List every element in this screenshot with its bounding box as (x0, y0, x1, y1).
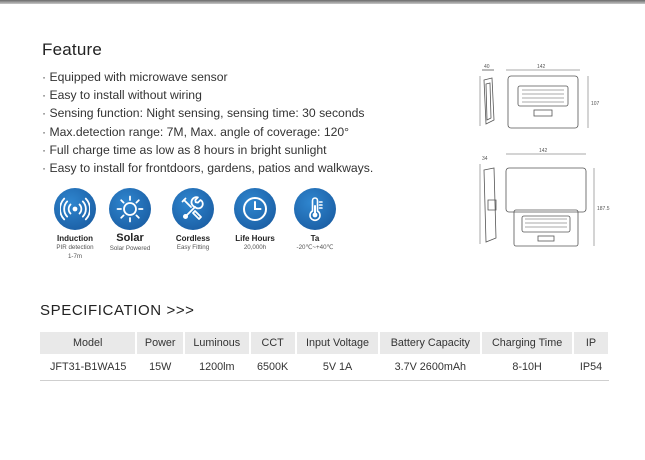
icon-title: Cordless (175, 234, 211, 243)
specification-table (40, 332, 610, 381)
column-header: IP (573, 332, 609, 354)
side-view-bottom (480, 164, 496, 244)
column-header: Battery Capacity (379, 332, 481, 354)
feature-icons-row (40, 188, 350, 268)
dimension-label: 107 (591, 101, 600, 107)
icon-title: Induction (57, 234, 93, 243)
feature-item: · Equipped with microwave sensor (42, 68, 373, 86)
icon-subtitle: Easy Fitting (176, 244, 210, 251)
column-header: Input Voltage (296, 332, 380, 354)
side-view-top (480, 70, 494, 126)
table-header-row (40, 332, 609, 354)
feature-item: · Max.detection range: 7M, Max. angle of coverage: 120° (42, 123, 373, 141)
dimension-label: 142 (537, 64, 546, 70)
feature-list (42, 68, 373, 177)
icon-subtitle: PIR detection (56, 244, 94, 251)
table-cell: 1200lm (184, 354, 250, 381)
column-header: Model (40, 332, 136, 354)
icon-item-ta (280, 188, 350, 252)
table-cell: JFT31-B1WA15 (40, 354, 136, 381)
top-divider-bar (0, 0, 645, 4)
icon-title: Life Hours (235, 234, 275, 243)
thermometer-icon (294, 188, 336, 230)
column-header: Luminous (184, 332, 250, 354)
table-cell: 6500K (250, 354, 296, 381)
feature-item: · Sensing function: Night sensing, sensing time: 30 seconds (42, 104, 373, 122)
table-cell: 3.7V 2600mAh (379, 354, 481, 381)
dimension-label: 142 (539, 148, 548, 154)
table-cell: 15W (136, 354, 184, 381)
column-header: Power (136, 332, 184, 354)
table-cell: 5V 1A (296, 354, 380, 381)
column-header: CCT (250, 332, 296, 354)
specification-heading: SPECIFICATION >>> (40, 302, 195, 319)
table-cell: IP54 (573, 354, 609, 381)
icon-subtitle: -20℃~+40℃ (296, 244, 334, 251)
dimension-label: 40 (484, 64, 490, 70)
feature-item: · Easy to install without wiring (42, 86, 373, 104)
icon-subtitle: Solar Powered (109, 245, 151, 252)
wrench-screwdriver-icon (172, 188, 214, 230)
clock-icon (234, 188, 276, 230)
icon-item-solar (95, 188, 165, 253)
front-view-top (506, 70, 588, 128)
feature-item: · Full charge time as low as 8 hours in bright sunlight (42, 141, 373, 159)
feature-item: · Easy to install for frontdoors, gardens, patios and walkways. (42, 159, 373, 177)
wireless-signal-icon (54, 188, 96, 230)
table-cell: 8-10H (481, 354, 573, 381)
icon-subtitle: 20,000h (243, 244, 267, 251)
front-view-bottom (506, 154, 594, 246)
feature-heading: Feature (42, 40, 102, 59)
technical-drawing (470, 60, 620, 260)
icon-title: Ta (310, 234, 320, 243)
dimension-label: 187.5 (597, 206, 610, 212)
column-header: Charging Time (481, 332, 573, 354)
sun-icon (109, 188, 151, 230)
icon-item-cordless (158, 188, 228, 252)
dimension-label: 34 (482, 156, 488, 162)
icon-title: Solar (116, 232, 144, 244)
table-row (40, 354, 609, 381)
icon-subtitle: 1-7m (67, 253, 83, 260)
